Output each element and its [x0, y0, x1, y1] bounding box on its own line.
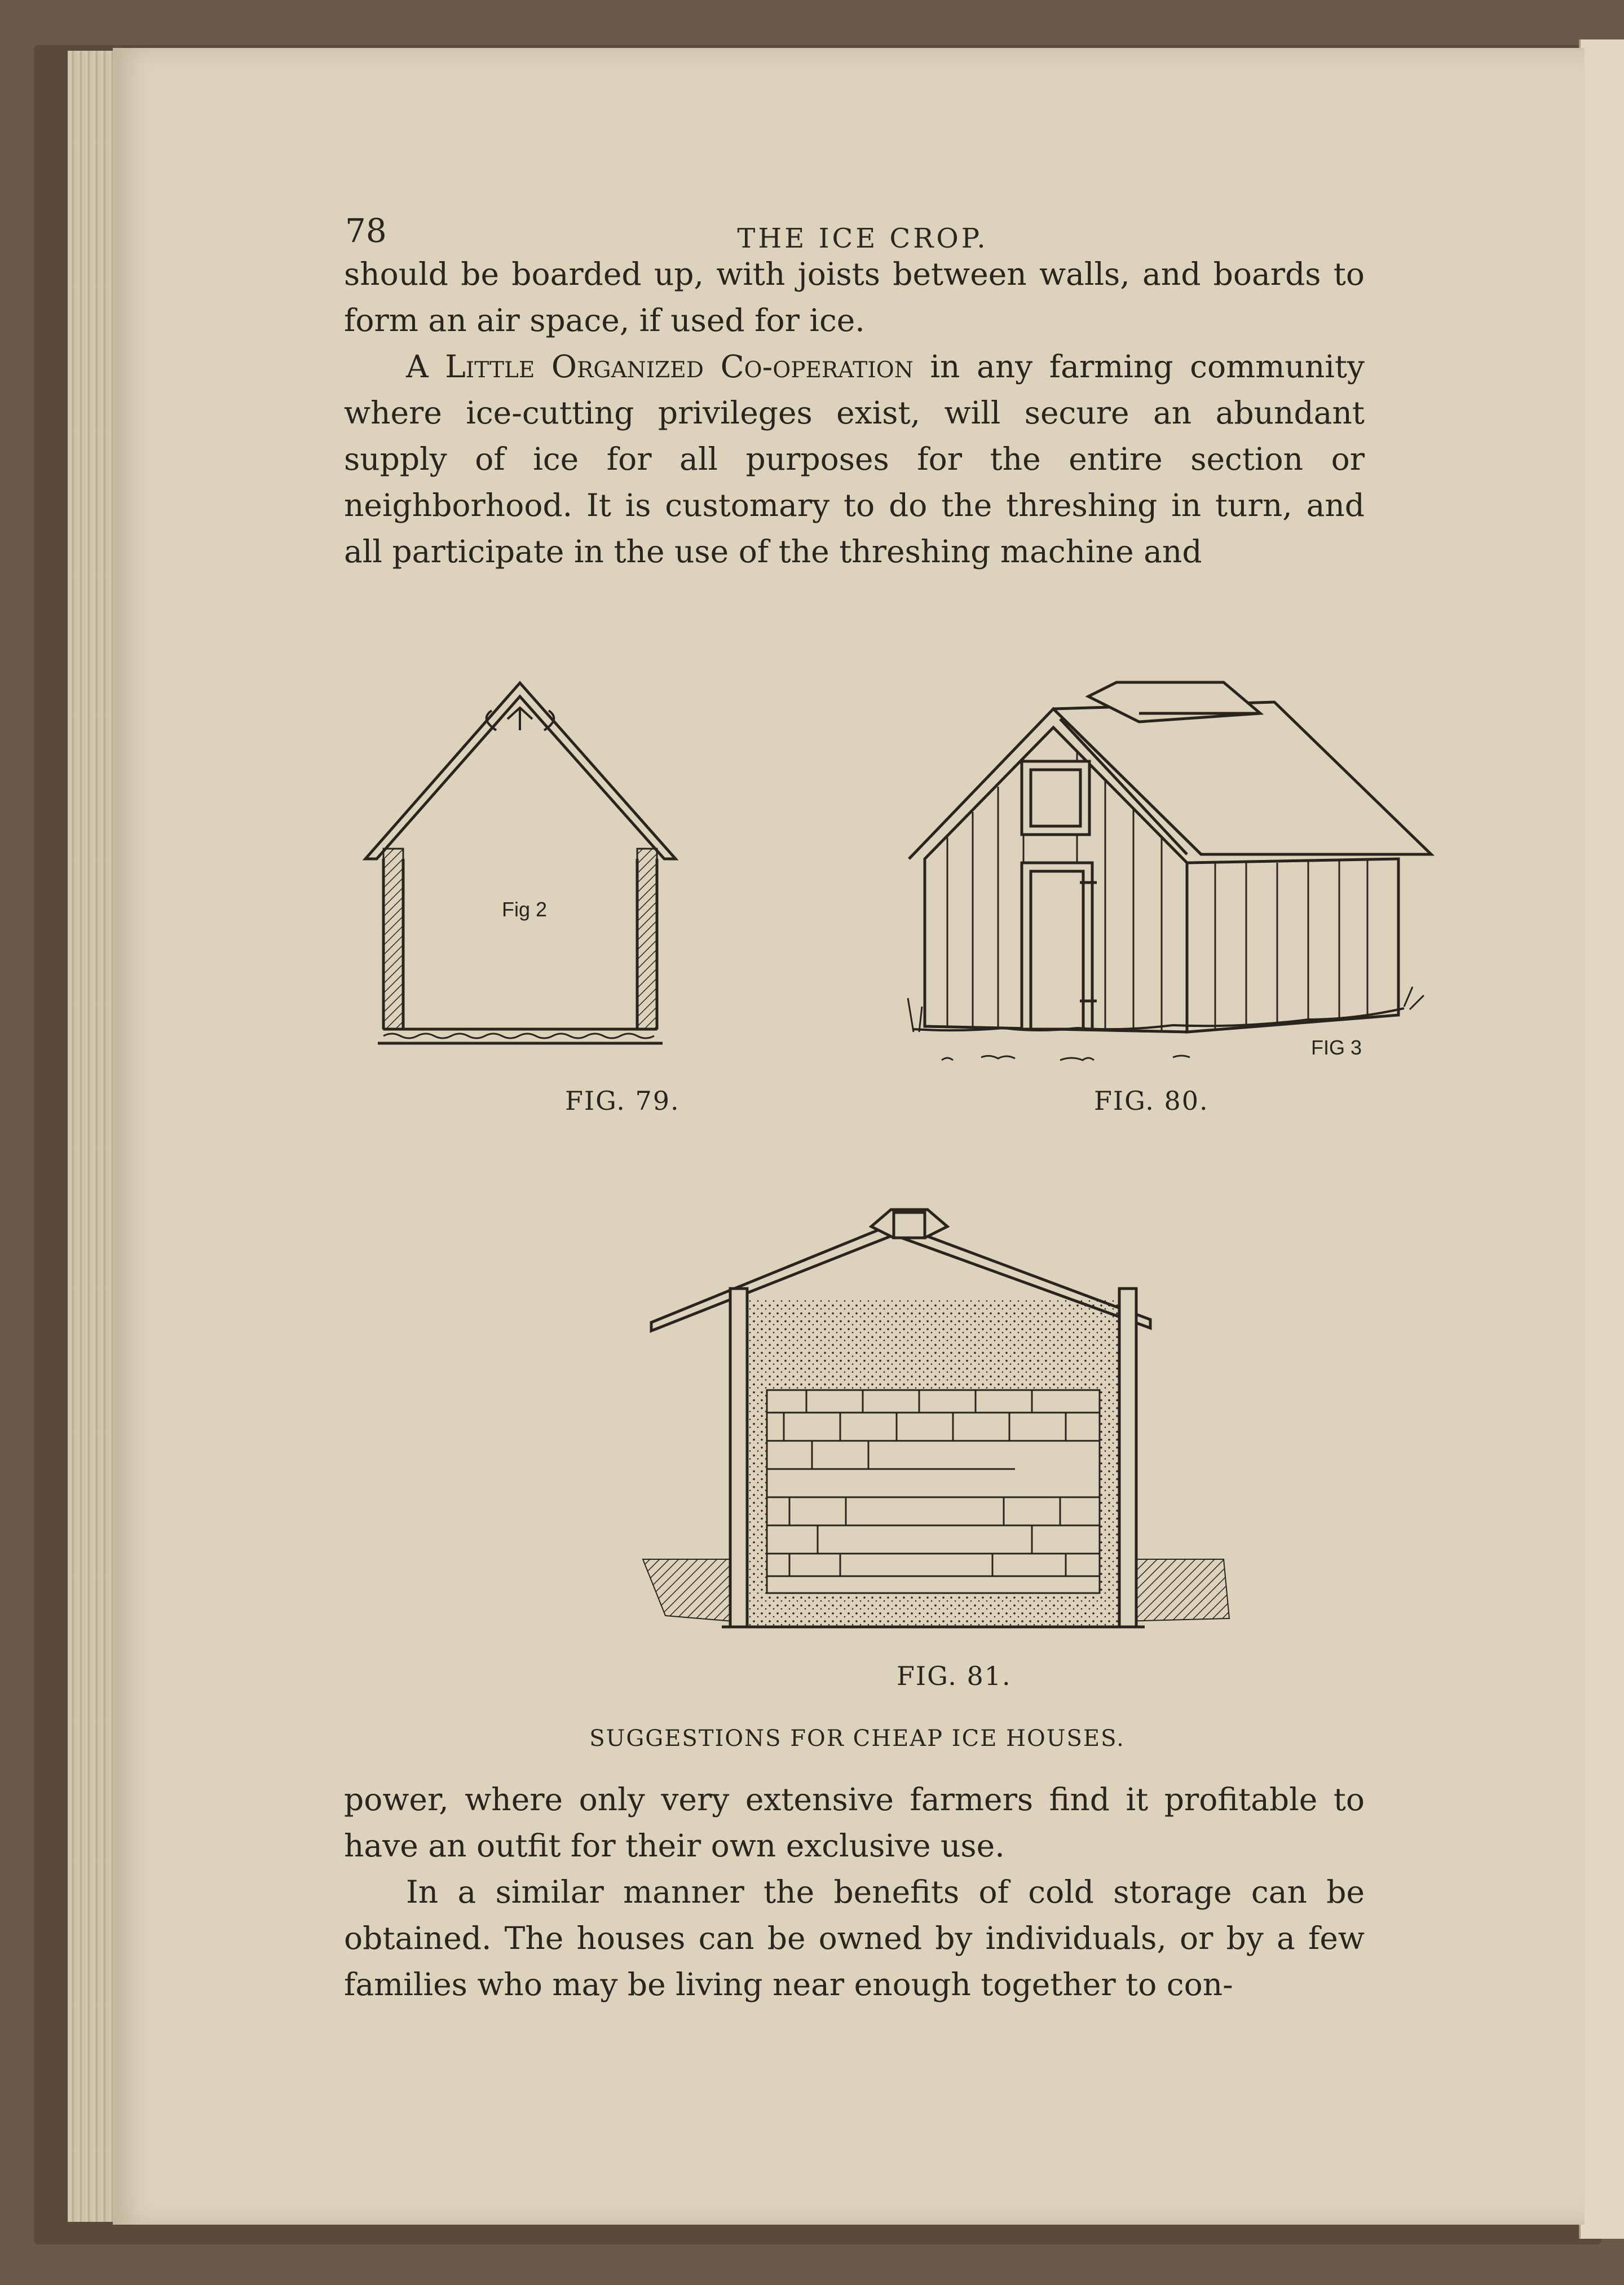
bottom-text-block [344, 1776, 1365, 2008]
book-page [113, 48, 1585, 2225]
top-text-block [344, 251, 1365, 575]
fig-80-inner-label: FIG 3 [1311, 1036, 1362, 1059]
paragraph: should be boarded up, with joists between walls, and boards to form an air space, if used for ice. [344, 256, 1365, 338]
paragraph-lead-in: A Little Organized Co-operation [406, 349, 914, 385]
page-number: 78 [345, 211, 387, 250]
page-header [113, 161, 1585, 254]
paragraph [344, 343, 1365, 575]
paragraph: In a similar manner the benefits of cold storage can be obtained. The houses can be owned by individuals, or by a few families who may be living near enough together to con- [344, 1874, 1365, 2002]
running-head: THE ICE CROP. [737, 223, 988, 254]
paragraph: power, where only very extensive farmers find it profitable to have an outfit for their own exclusive use. [344, 1781, 1365, 1864]
fig-80-drawing [908, 682, 1431, 1060]
fig-79-caption: FIG. 79. [565, 1086, 680, 1116]
paragraph-body: in any farming community where ice-cutting privileges exist, will secure an abundant supply of ice for all purposes for the entire section or neighborhood. It is customary to do the threshing in turn, and all participate in the use of the threshing machine and [344, 349, 1365, 570]
fig-80-caption: FIG. 80. [1094, 1086, 1209, 1116]
facing-page-edge [1579, 39, 1624, 2239]
plate-title: SUGGESTIONS FOR CHEAP ICE HOUSES. [589, 1726, 1125, 1752]
fig-81-caption: FIG. 81. [897, 1661, 1012, 1691]
fig-81-drawing [643, 1210, 1229, 1627]
fig-79-drawing [365, 683, 676, 1043]
fig-79-inner-label: Fig 2 [502, 898, 548, 921]
